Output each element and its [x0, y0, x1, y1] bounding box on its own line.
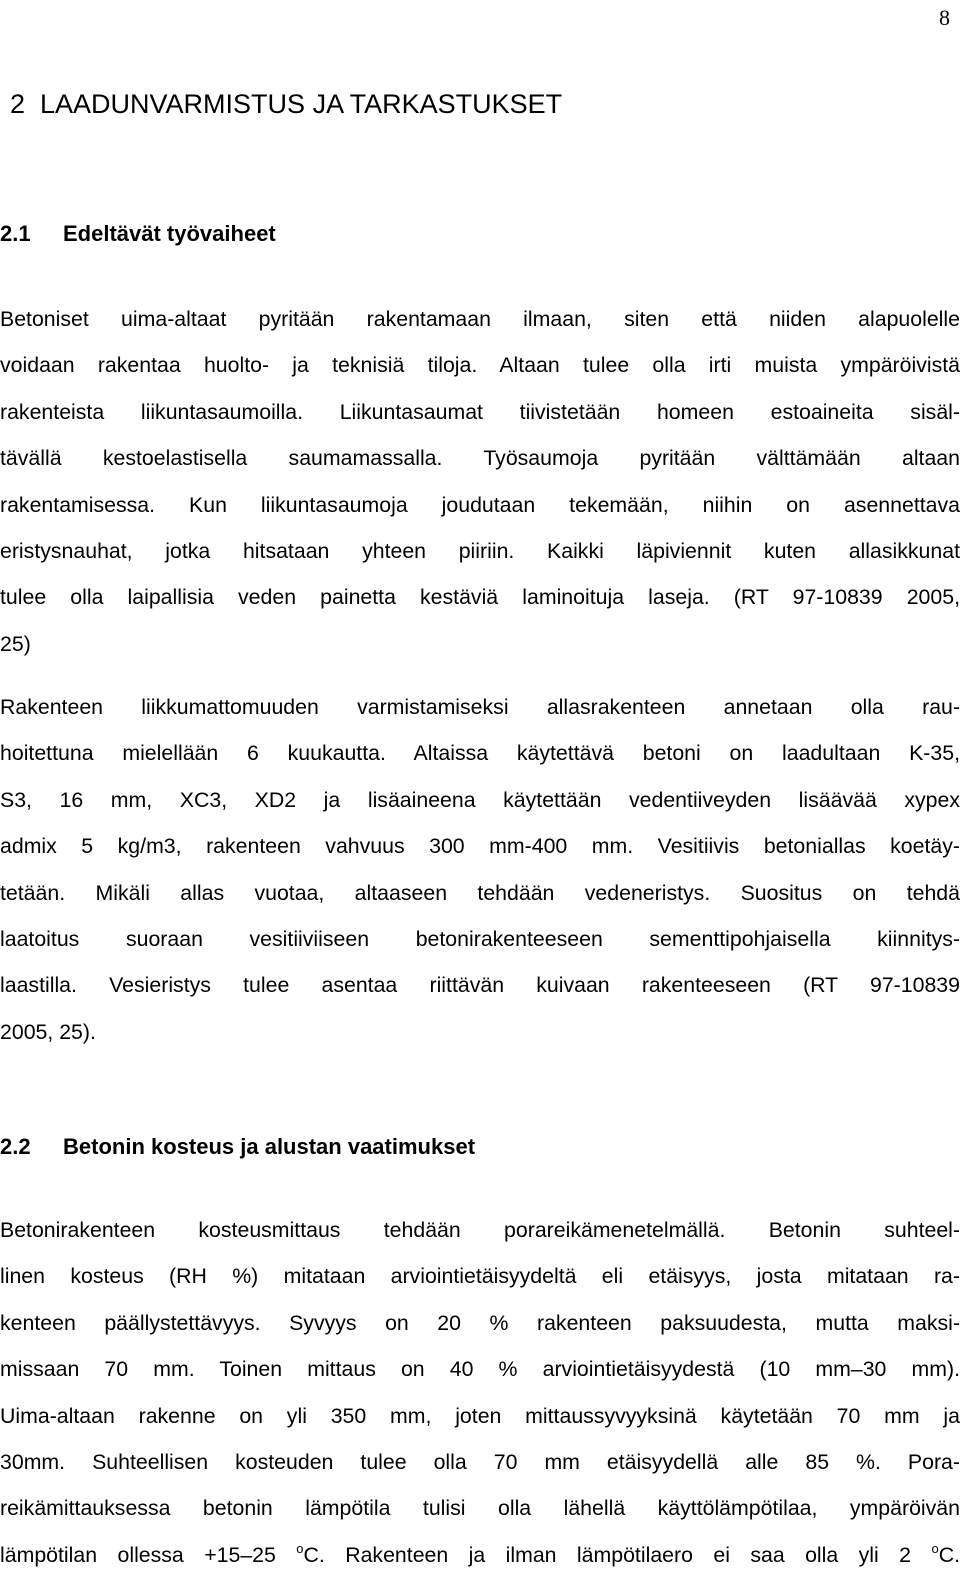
text-line: Betoniset uima-altaat pyritään rakentamaan ilmaan, siten että niiden alapuolelle [0, 307, 960, 331]
text-line: missaan 70 mm. Toinen mittaus on 40 % arviointietäisyydestä (10 mm–30 mm). [0, 1357, 960, 1382]
section-number: 2.2 [0, 1134, 31, 1159]
paragraph-1 [0, 296, 960, 667]
text-line: 25) [0, 631, 31, 656]
text-line: laatoitus suoraan vesitiiviiseen betonirakenteeseen sementtipohjaisella kiinnitys- [0, 926, 960, 951]
paragraph-3 [0, 1207, 960, 1578]
text-fragment: C. [938, 1542, 960, 1567]
text-line: tetään. Mikäli allas vuotaa, altaaseen tehdään vedeneristys. Suositus on tehdä [0, 880, 960, 905]
section-title: Betonin kosteus ja alustan vaatimukset [63, 1134, 476, 1159]
degree-superscript: o [296, 1540, 304, 1556]
text-line: 2005, 25). [0, 1019, 96, 1044]
section-title: Edeltävät työvaiheet [63, 221, 276, 246]
text-line: voidaan rakentaa huolto- ja teknisiä tiloja. Altaan tulee olla irti muista ympäröivistä [0, 353, 960, 378]
text-line: kenteen päällystettävyys. Syvyys on 20 % rakenteen paksuudesta, mutta maksi- [0, 1310, 960, 1335]
text-line: tävällä kestoelastisella saumamassalla. Työsaumoja pyritään välttämään altaan [0, 446, 960, 471]
text-line: 30mm. Suhteellisen kosteuden tulee olla 70 mm etäisyydellä alle 85 %. Pora- [0, 1449, 960, 1474]
text-line: rakentamisessa. Kun liikuntasaumoja joudutaan tekemään, niihin on asennettava [0, 492, 960, 517]
text-line: Betonirakenteen kosteusmittaus tehdään porareikämenetelmällä. Betonin suhteel- [0, 1218, 960, 1242]
section-heading-2-2 [0, 1132, 475, 1162]
text-line: admix 5 kg/m3, rakenteen vahvuus 300 mm-400 mm. Vesitiivis betoniallas koetäy- [0, 834, 960, 859]
text-line: eristysnauhat, jotka hitsataan yhteen piiriin. Kaikki läpiviennit kuten allasikkunat [0, 538, 960, 563]
text-line: tulee olla laipallisia veden painetta kestäviä laminoituja laseja. (RT 97-10839 2005, [0, 585, 960, 610]
degree-superscript: o [931, 1540, 939, 1556]
paragraph-2 [0, 684, 960, 1055]
text-line: S3, 16 mm, XC3, XD2 ja lisäaineena käytettään vedentiiveyden lisäävää xypex [0, 787, 960, 812]
text-line: Rakenteen liikkumattomuuden varmistamiseksi allasrakenteen annetaan olla rau- [0, 695, 960, 719]
section-number: 2.1 [0, 221, 31, 246]
text-line: hoitettuna mielellään 6 kuukautta. Altaissa käytettävä betoni on laadultaan K-35, [0, 741, 960, 766]
text-line: rakenteista liikuntasaumoilla. Liikuntasaumat tiivistetään homeen estoaineita sisäl- [0, 399, 960, 424]
text-line: Uima-altaan rakenne on yli 350 mm, joten mittaussyvyyksinä käytetään 70 mm ja [0, 1403, 960, 1428]
text-line-last [0, 1532, 960, 1578]
text-fragment: lämpötilan ollessa +15–25 [0, 1542, 297, 1567]
page-number: 8 [939, 5, 950, 30]
text-line: reikämittauksessa betonin lämpötila tulisi olla lähellä käyttölämpötilaa, ympäröivän [0, 1496, 960, 1521]
text-fragment: C. Rakenteen ja ilman lämpötilaero ei saa olla yli 2 [303, 1542, 932, 1567]
text-line: laastilla. Vesieristys tulee asentaa riittävän kuivaan rakenteeseen (RT 97-10839 [0, 973, 960, 998]
text-line: linen kosteus (RH %) mitataan arviointietäisyydeltä eli etäisyys, josta mitataan ra- [0, 1264, 960, 1289]
chapter-heading: 2 LAADUNVARMISTUS JA TARKASTUKSET [10, 89, 563, 119]
section-heading-2-1 [0, 219, 276, 249]
